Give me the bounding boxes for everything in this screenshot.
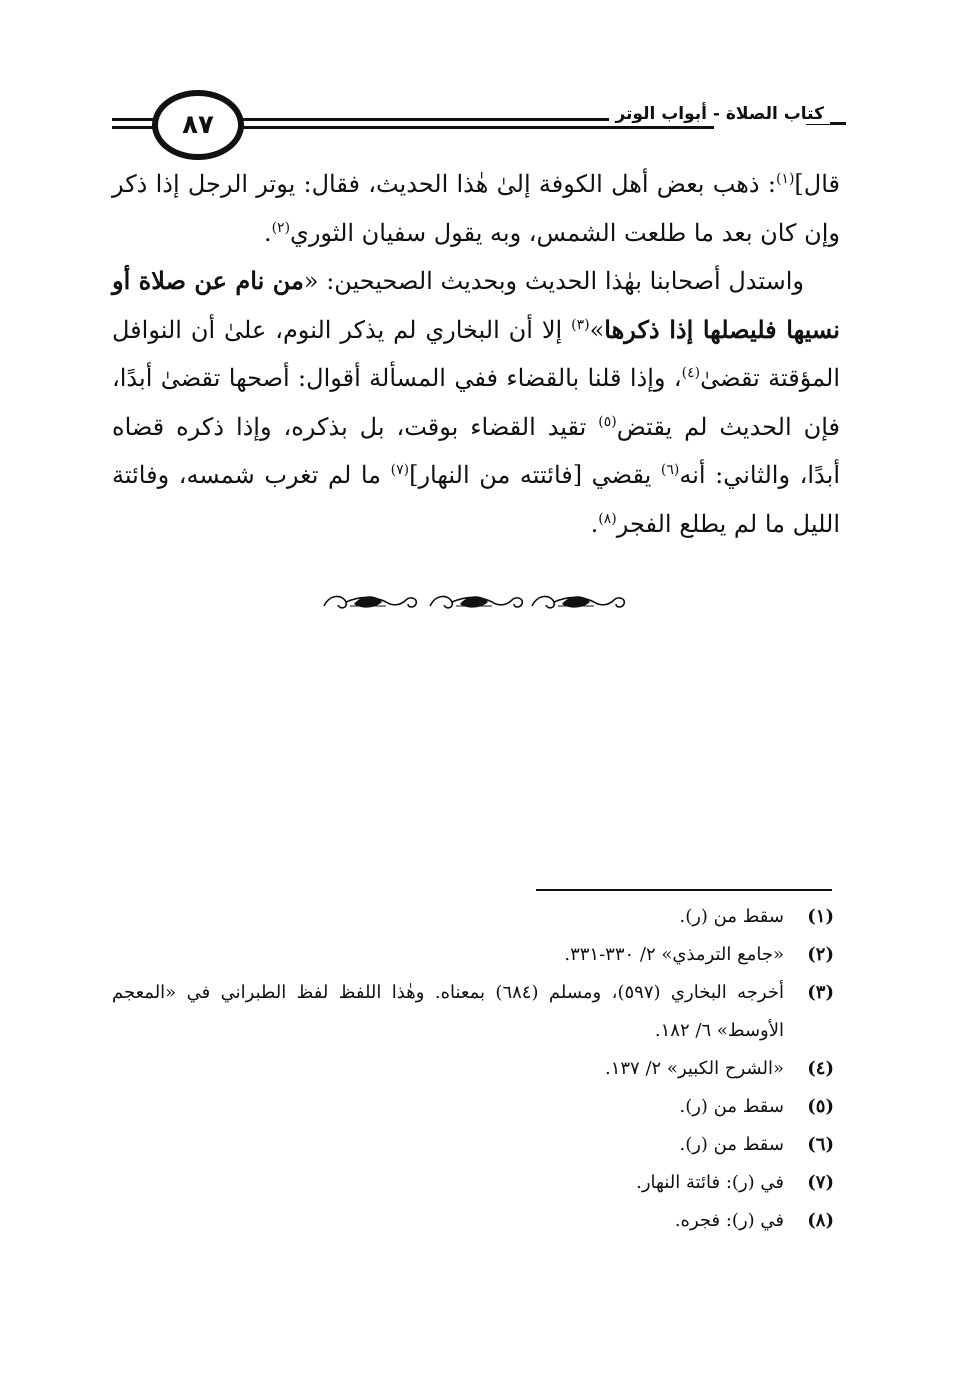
footnote-ref[interactable]: (٦): [660, 462, 680, 478]
footnote-number: (٧): [807, 1172, 834, 1193]
footnote-item: [112, 1164, 834, 1202]
footnote-text: أخرجه البخاري (٥٩٧)، ومسلم (٦٨٤) بمعناه. وهٰذا اللفظ لفظ الطبراني في «المعجم الأوسط» ٦/ ١٨٢.: [112, 982, 784, 1041]
section-divider-ornament: [320, 588, 632, 620]
footnote-number: (٤): [807, 1058, 834, 1079]
footnote-item: [112, 1088, 834, 1126]
footnote-ref[interactable]: (٢): [271, 219, 291, 236]
footnote-item: [112, 936, 834, 974]
footnote-item: [112, 1126, 834, 1164]
text-span: ما لم تغرب شمسه، وفائتة الليل ما لم يطلع الفجر: [112, 461, 840, 538]
text-span: .: [263, 218, 272, 247]
footnote-ref[interactable]: (٨): [598, 510, 617, 527]
footnote-separator: [536, 889, 832, 891]
hadith-quote: من نام عن صلاة أو نسيها فليصلها إذا ذكرها: [112, 266, 840, 344]
footnote-text: سقط من (ر).: [679, 1096, 784, 1117]
main-text: [112, 160, 840, 548]
footnote-text: «الشرح الكبير» ٢/ ١٣٧.: [604, 1058, 784, 1079]
text-span: قال]: [794, 170, 840, 198]
footnote-ref[interactable]: (٥): [598, 413, 617, 430]
header-rule-mid-bottom: [238, 126, 714, 129]
footnote-text: في (ر): فجره.: [674, 1210, 784, 1231]
footnote-ref[interactable]: (١): [775, 171, 795, 187]
footnote-text: سقط من (ر).: [679, 1134, 784, 1155]
footnote-item: [112, 898, 834, 936]
running-title: كتاب الصلاة - أبواب الوتر: [609, 104, 830, 124]
page-number-circle: [152, 90, 244, 160]
page-number: ٨٧: [182, 110, 214, 140]
footnote-number: (١): [807, 906, 834, 927]
footnote-number: (٢): [807, 944, 834, 965]
footnote-item: [112, 974, 834, 1050]
footnote-item: [112, 1202, 834, 1240]
footnote-text: في (ر): فائتة النهار.: [636, 1172, 784, 1193]
footnote-number: (٣): [807, 982, 834, 1003]
text-span: واستدل أصحابنا بهٰذا الحديث وبحديث الصحيحين: «: [303, 267, 805, 295]
header-rule-left-top: [112, 118, 156, 121]
text-span: : ذهب بعض أهل الكوفة إلىٰ هٰذا الحديث، فقال: يوتر الرجل إذا ذكر وإن كان بعد ما طلعت الشمس، وبه يقول سفيان الثوري: [112, 170, 840, 247]
text-span: .: [590, 509, 599, 538]
footnote-number: (٦): [807, 1134, 834, 1155]
footnote-ref[interactable]: (٤): [681, 365, 701, 381]
header-rule-left-bottom: [112, 126, 156, 129]
text-span: تقيد القضاء بوقت، بل بذكره، وإذا ذكره قضاه أبدًا، والثاني: أنه: [112, 412, 840, 489]
paragraph-1: [112, 160, 840, 257]
footnote-number: (٥): [807, 1096, 834, 1117]
footnote-ref[interactable]: (٣): [571, 316, 590, 333]
footnote-item: [112, 1050, 834, 1088]
footnote-text: سقط من (ر).: [679, 906, 784, 927]
footnotes: [112, 898, 834, 1240]
text-span: يقضي [فائتته من النهار]: [409, 461, 661, 489]
footnote-text: «جامع الترمذي» ٢/ ٣٣٠-٣٣١.: [564, 944, 784, 965]
text-span: »: [589, 315, 605, 344]
paragraph-2: [112, 257, 840, 548]
footnote-ref[interactable]: (٧): [390, 462, 410, 478]
text-span: ، وإذا قلنا بالقضاء ففي المسألة أقوال: أصحها تقضىٰ أبدًا، فإن الحديث لم يقتض: [112, 364, 840, 441]
footnote-number: (٨): [807, 1210, 834, 1231]
text-span: إلا أن البخاري لم يذكر النوم، علىٰ أن النوافل المؤقتة تقضىٰ: [112, 315, 840, 392]
